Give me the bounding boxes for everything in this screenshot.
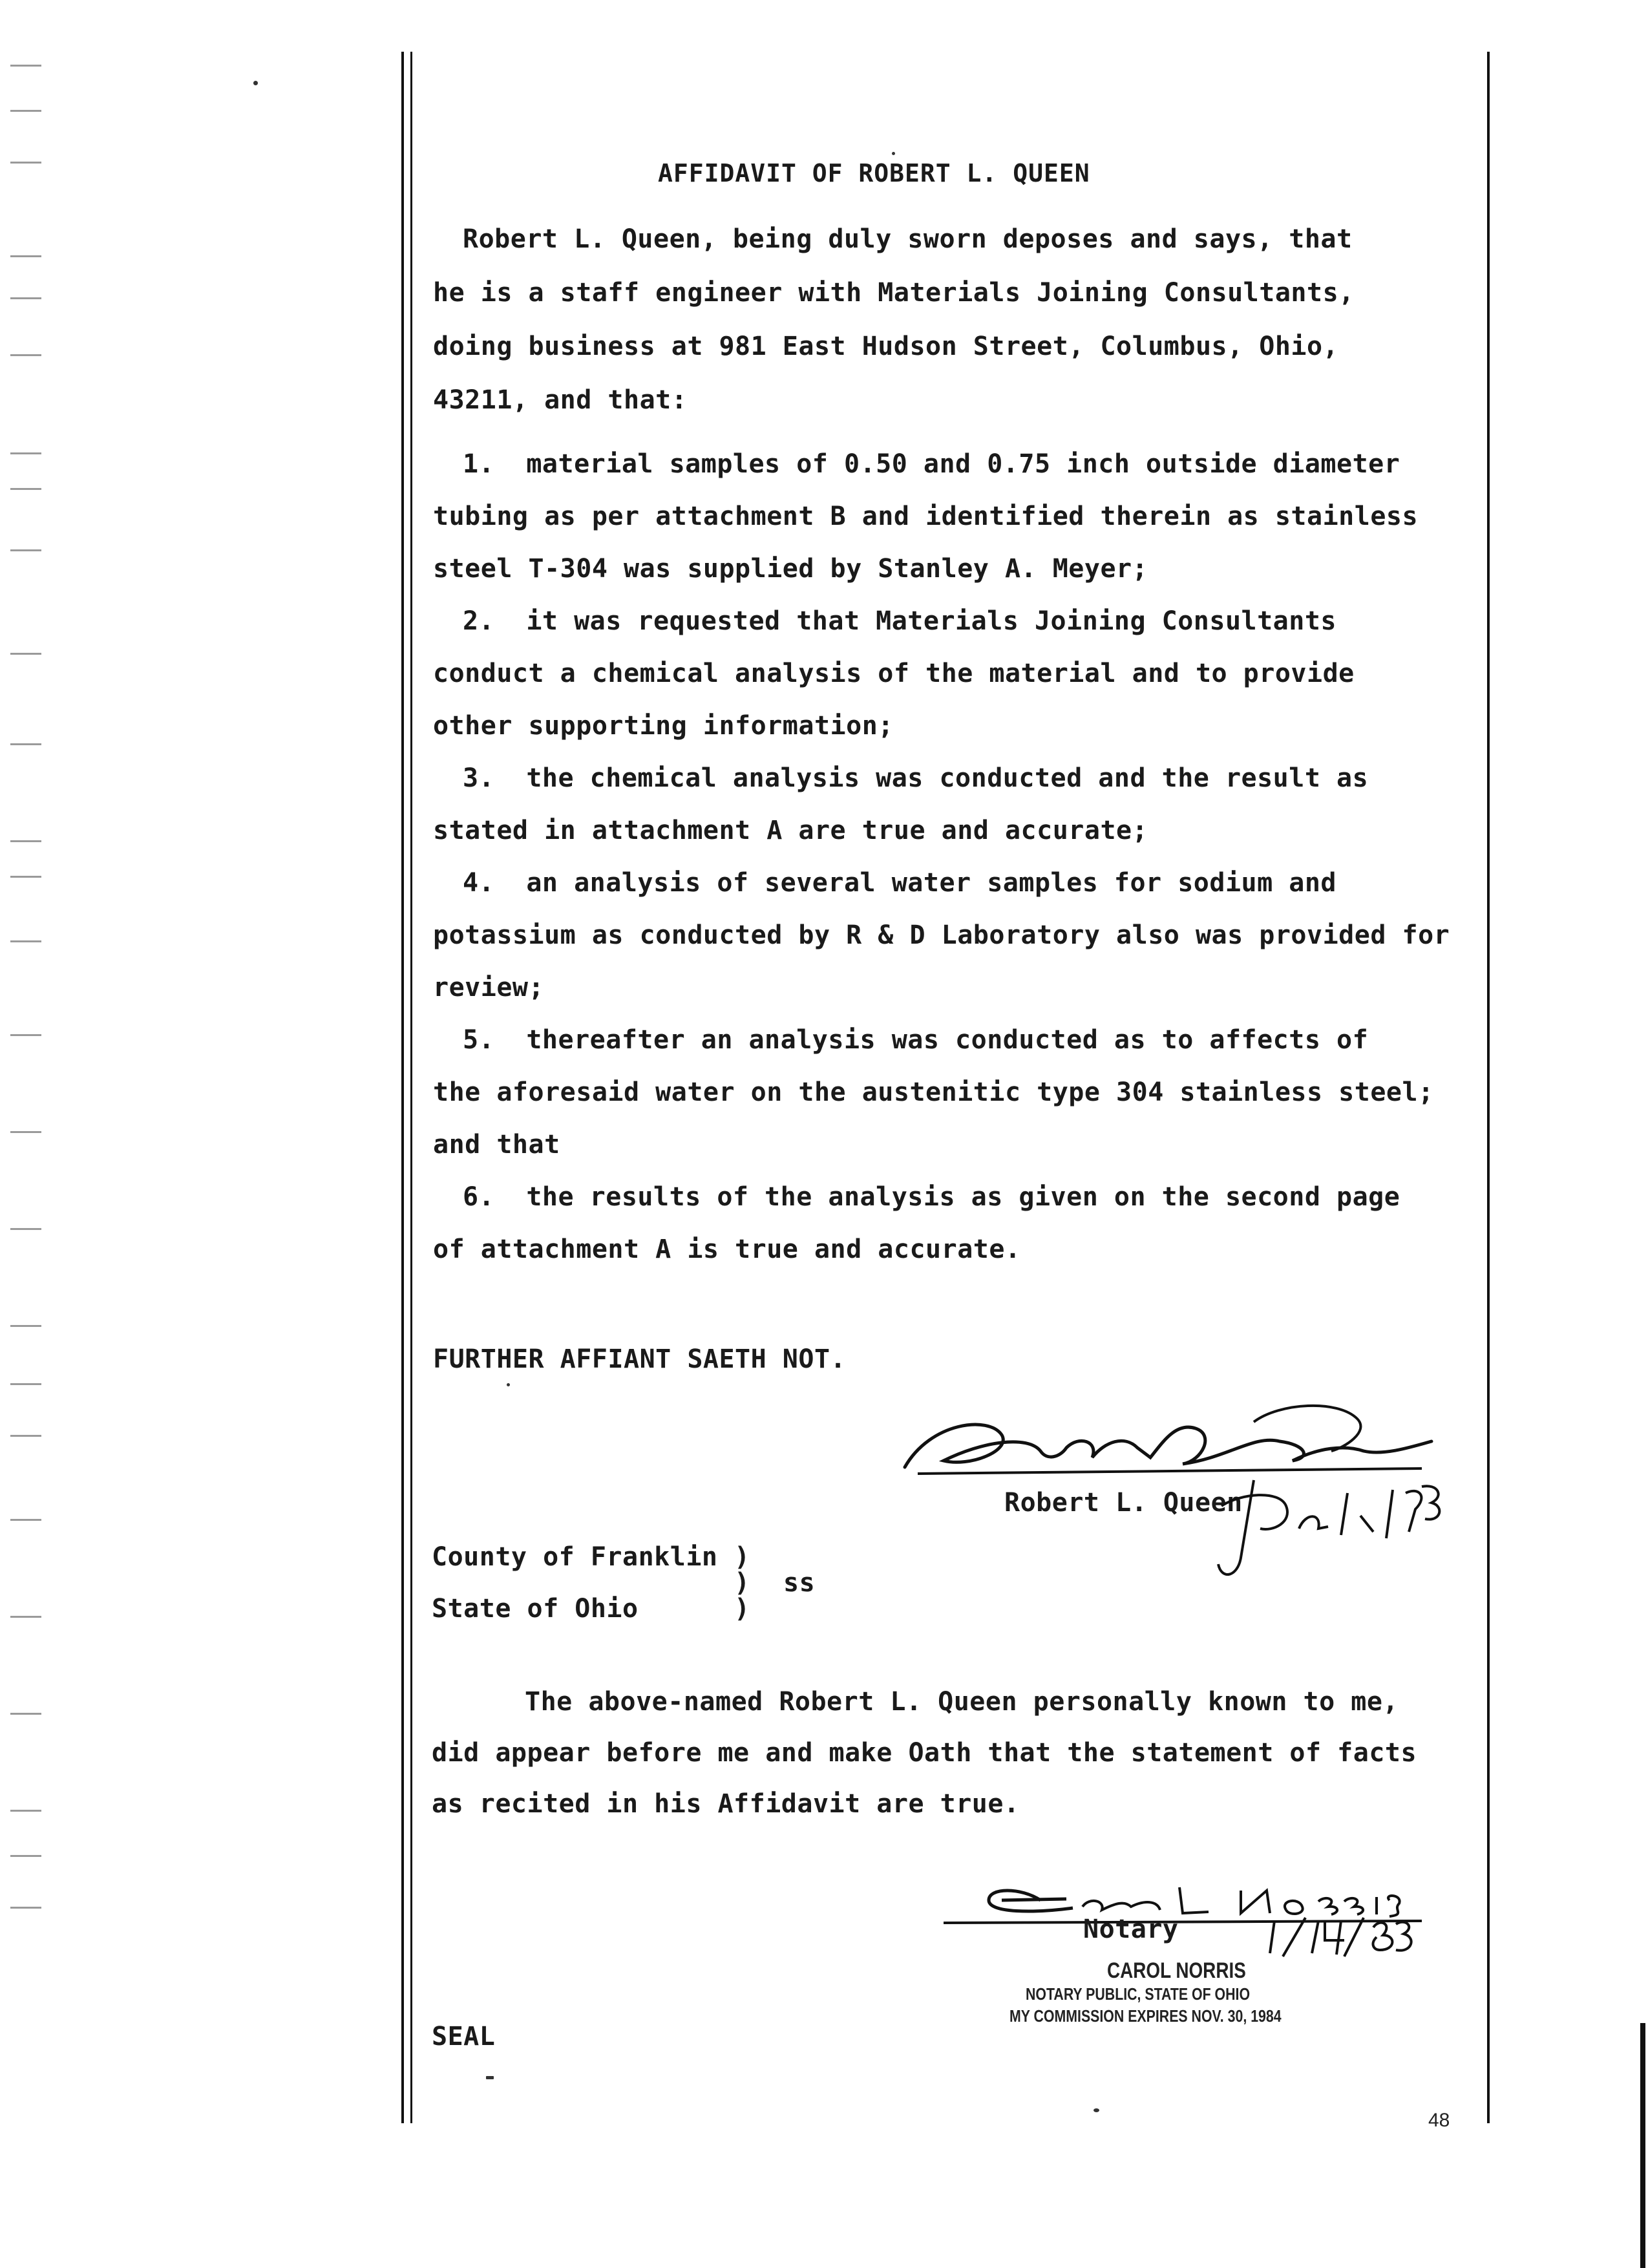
venue-paren: ) xyxy=(734,1542,750,1572)
speck xyxy=(486,2076,494,2079)
notary-stamp-line: MY COMMISSION EXPIRES NOV. 30, 1984 xyxy=(1009,2006,1282,2026)
notary-handwritten-date xyxy=(1267,1914,1415,1960)
list-item-4-line: potassium as conducted by R & D Laboratory also was provided for xyxy=(433,920,1450,950)
speck xyxy=(253,81,258,85)
jurat-line: as recited in his Affidavit are true. xyxy=(432,1789,1020,1819)
text-line: 43211, and that: xyxy=(433,385,688,415)
left-border-rule-outer xyxy=(401,52,404,2123)
seal-label: SEAL xyxy=(432,2022,496,2051)
document-title: AFFIDAVIT OF ROBERT L. QUEEN xyxy=(658,159,1090,187)
handwritten-date-icon xyxy=(1267,1914,1415,1960)
venue-county: County of Franklin xyxy=(432,1542,718,1572)
list-item-4-line: 4. an analysis of several water samples for sodium and xyxy=(463,868,1337,898)
right-border-rule xyxy=(1487,52,1490,2123)
list-item-3-line: 3. the chemical analysis was conducted and the result as xyxy=(463,763,1369,793)
list-item-5-line: and that xyxy=(433,1130,560,1160)
right-edge-bar xyxy=(1640,2023,1645,2268)
speck xyxy=(507,1383,510,1386)
list-item-3-line: stated in attachment A are true and accurate; xyxy=(433,816,1148,845)
list-item-1-line: 1. material samples of 0.50 and 0.75 inch outside diameter xyxy=(463,449,1400,479)
list-item-1-line: steel T-304 was supplied by Stanley A. Meyer; xyxy=(433,554,1148,584)
notary-stamp-name: CAROL NORRIS xyxy=(1107,1958,1246,1983)
text-line: doing business at 981 East Hudson Street, Columbus, Ohio, xyxy=(433,332,1339,361)
notary-stamp-line: NOTARY PUBLIC, STATE OF OHIO xyxy=(1026,1984,1251,2004)
venue-paren: ) xyxy=(734,1594,750,1624)
list-item-2-line: conduct a chemical analysis of the material and to provide xyxy=(433,659,1355,688)
text-line: Robert L. Queen, being duly sworn deposes and says, that xyxy=(463,224,1353,254)
jurat-line: The above-named Robert L. Queen personally known to me, xyxy=(525,1687,1399,1717)
affiant-printed-name: Robert L. Queen xyxy=(1004,1488,1243,1518)
list-item-1-line: tubing as per attachment B and identified therein as stainless xyxy=(433,502,1419,531)
venue-paren: ) xyxy=(734,1568,750,1598)
speck xyxy=(892,152,895,155)
list-item-2-line: 2. it was requested that Materials Joining Consultants xyxy=(463,606,1337,636)
text-line: he is a staff engineer with Materials Joining Consultants, xyxy=(433,278,1355,308)
handwritten-date-icon xyxy=(1215,1467,1448,1596)
left-border-rule-inner xyxy=(410,52,412,2123)
page-number: 48 xyxy=(1428,2110,1450,2131)
notary-label: Notary xyxy=(1083,1914,1179,1944)
list-item-6-line: of attachment A is true and accurate. xyxy=(433,1235,1021,1264)
affiant-handwritten-date xyxy=(1215,1467,1448,1596)
list-item-5-line: the aforesaid water on the austenitic type 304 stainless steel; xyxy=(433,1077,1434,1107)
list-item-6-line: 6. the results of the analysis as given on the second page xyxy=(463,1182,1400,1212)
list-item-5-line: 5. thereafter an analysis was conducted as to affects of xyxy=(463,1025,1369,1055)
list-item-2-line: other supporting information; xyxy=(433,711,894,741)
list-item-4-line: review; xyxy=(433,973,545,1002)
jurat-line: did appear before me and make Oath that the statement of facts xyxy=(432,1738,1417,1768)
venue-ss: ss xyxy=(783,1568,816,1598)
venue-state: State of Ohio xyxy=(432,1594,639,1624)
further-affiant-statement: FURTHER AFFIANT SAETH NOT. xyxy=(433,1344,847,1374)
speck xyxy=(1093,2108,1099,2112)
